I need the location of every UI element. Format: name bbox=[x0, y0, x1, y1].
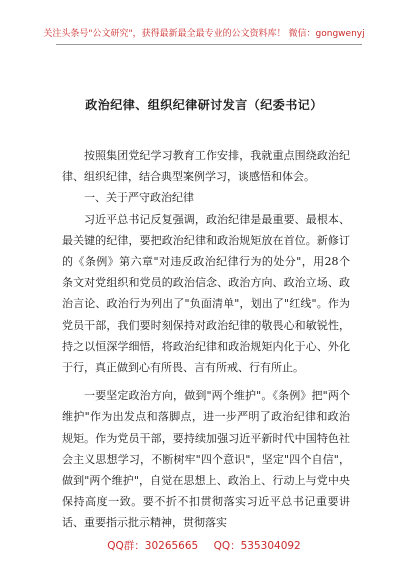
body-paragraph: 习近平总书记反复强调，政治纪律是最重要、最根本、最关键的纪律，要把政治纪律和政治规矩放在首位。新修订的《条例》第六章"对违反政治纪律行为的处分"，用28个条文对党组织和党员的政治信念、政治方向、政治立场、政治言论、政治行为列出了"负面清单"，划出了"红线"。作为党员干部，我们要时刻保持对政治纪律的敬畏心和敏锐性，持之以恒深学细悟，将政治纪律和政治规矩内化于心、外化于行，真正做到心有所畏、言有所戒、行有所止。 bbox=[62, 212, 350, 375]
section-heading: 一、关于严守政治纪律 bbox=[84, 191, 194, 205]
header-banner: 关注头条号"公文研究"，获得最新最全最专业的公文资料库！ 微信：gongwenyj bbox=[43, 29, 365, 39]
document-body bbox=[62, 145, 350, 534]
header-divider bbox=[56, 44, 362, 45]
footer-qq-group: QQ群：30265665 bbox=[107, 540, 199, 552]
footer-qq: QQ：535304092 bbox=[213, 540, 301, 552]
body-paragraph: 一要坚定政治方向，做到"两个维护"。《条例》把"两个维护"作为出发点和落脚点，进一步严明了政治纪律和政治规矩。作为党员干部，要持续加强习近平新时代中国特色社会主义思想学习，不断树牢"四个意识"，坚定"四个自信"，做到"两个维护"，自觉在思想上、政治上、行动上与党中央保持高度一致。要不折不扣贯彻落实习近平总书记重要讲话、重要指示批示精神，贯彻落实 bbox=[62, 389, 350, 530]
footer-contact bbox=[0, 538, 408, 553]
intro-paragraph: 按照集团党纪学习教育工作安排，我就重点围绕政治纪律、组织纪律，结合典型案例学习，谈感悟和体会。 bbox=[62, 149, 350, 184]
document-title: 政治纪律、组织纪律研讨发言（纪委书记） bbox=[85, 98, 323, 112]
